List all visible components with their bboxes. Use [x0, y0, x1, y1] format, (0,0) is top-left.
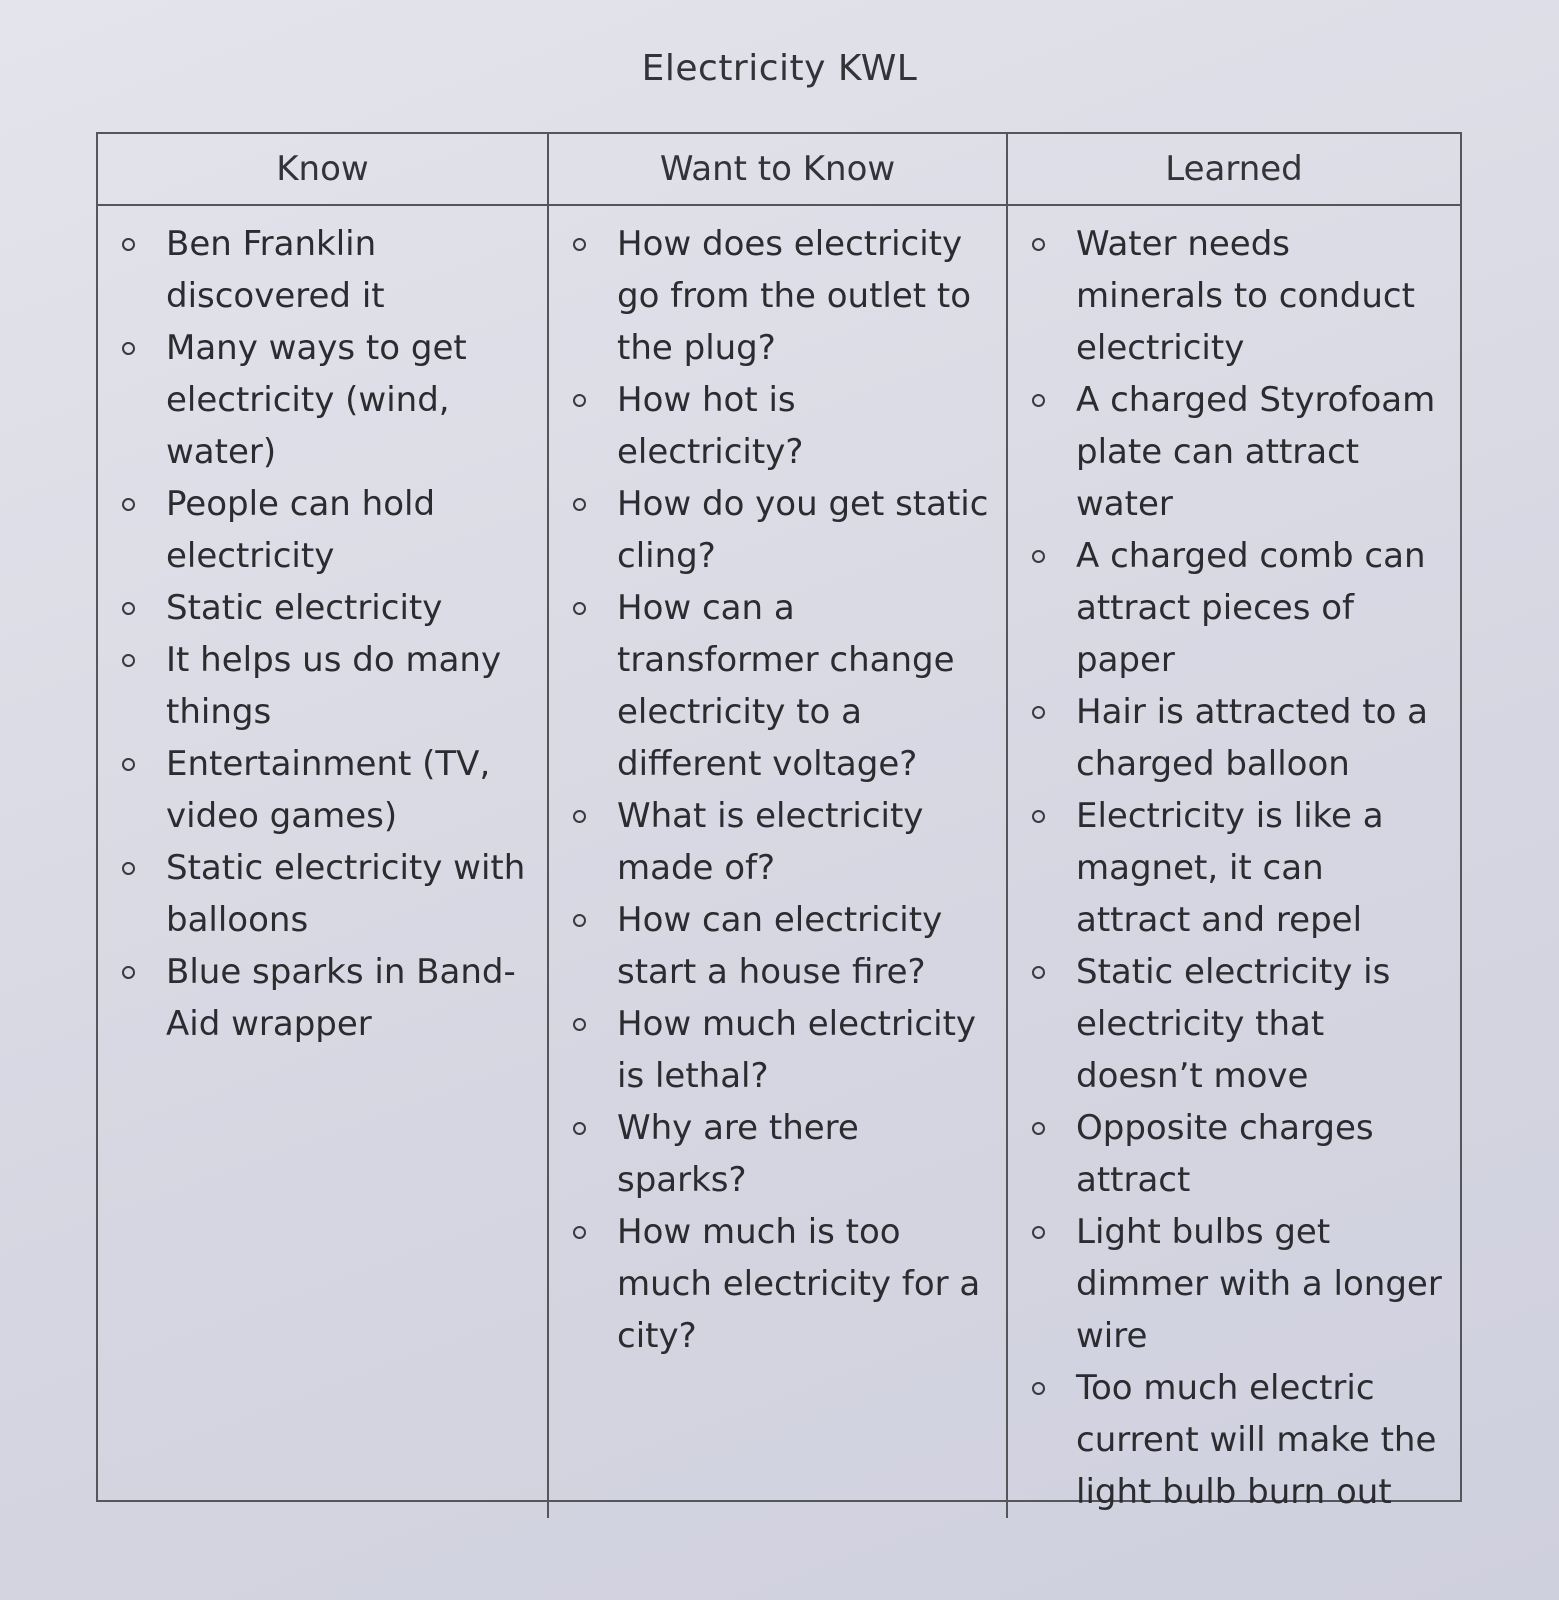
page-title: Electricity KWL: [641, 48, 918, 89]
list-item: [1020, 1362, 1446, 1518]
circle-bullet-icon: [573, 914, 586, 927]
circle-bullet-icon: [122, 602, 135, 615]
list-item: [1020, 790, 1446, 946]
circle-bullet-icon: [573, 810, 586, 823]
know-list: [110, 218, 533, 1050]
list-item: [110, 478, 533, 582]
list-item-text: Static electricity is electricity that doesn’t move: [1076, 952, 1391, 1096]
list-item: [1020, 1206, 1446, 1362]
circle-bullet-icon: [122, 966, 135, 979]
want-to-know-list: [561, 218, 992, 1362]
list-item-text: Blue sparks in Band-Aid wrapper: [166, 952, 516, 1044]
list-item-text: How much is too much electricity for a city?: [617, 1212, 981, 1356]
list-item: [561, 1206, 992, 1362]
list-item-text: People can hold electricity: [166, 484, 436, 576]
list-item: [110, 218, 533, 322]
list-item: [561, 998, 992, 1102]
list-item: [1020, 530, 1446, 686]
circle-bullet-icon: [573, 238, 586, 251]
list-item: [561, 374, 992, 478]
list-item-text: How do you get static cling?: [617, 484, 989, 576]
list-item: [110, 634, 533, 738]
header-learned: Learned: [1008, 134, 1460, 206]
list-item-text: Too much electric current will make the light bulb burn out: [1076, 1368, 1437, 1512]
list-item: [110, 738, 533, 842]
circle-bullet-icon: [1032, 810, 1045, 823]
list-item-text: It helps us do many things: [166, 640, 502, 732]
circle-bullet-icon: [122, 654, 135, 667]
circle-bullet-icon: [1032, 1122, 1045, 1135]
circle-bullet-icon: [573, 1018, 586, 1031]
list-item: [561, 582, 992, 790]
learned-list: [1020, 218, 1446, 1518]
list-item: [561, 1102, 992, 1206]
list-item-text: How can a transformer change electricity to a different voltage?: [617, 588, 955, 784]
circle-bullet-icon: [573, 498, 586, 511]
circle-bullet-icon: [1032, 966, 1045, 979]
list-item: [110, 322, 533, 478]
list-item: [1020, 946, 1446, 1102]
learned-column: [1008, 206, 1460, 1518]
list-item: [1020, 1102, 1446, 1206]
circle-bullet-icon: [1032, 1226, 1045, 1239]
list-item-text: Static electricity with balloons: [166, 848, 526, 940]
circle-bullet-icon: [122, 498, 135, 511]
list-item: [110, 842, 533, 946]
list-item-text: Light bulbs get dimmer with a longer wire: [1076, 1212, 1442, 1356]
list-item: [110, 582, 533, 634]
list-item-text: How hot is electricity?: [617, 380, 804, 472]
list-item-text: How can electricity start a house fire?: [617, 900, 943, 992]
list-item-text: Entertainment (TV, video games): [166, 744, 491, 836]
circle-bullet-icon: [1032, 1382, 1045, 1395]
list-item: [561, 218, 992, 374]
circle-bullet-icon: [573, 1122, 586, 1135]
circle-bullet-icon: [122, 342, 135, 355]
circle-bullet-icon: [573, 1226, 586, 1239]
circle-bullet-icon: [122, 862, 135, 875]
list-item: [110, 946, 533, 1050]
list-item-text: A charged Styrofoam plate can attract water: [1076, 380, 1436, 524]
list-item-text: Electricity is like a magnet, it can attract and repel: [1076, 796, 1384, 940]
circle-bullet-icon: [573, 394, 586, 407]
kwl-table: [96, 132, 1462, 1512]
header-know: Know: [98, 134, 549, 206]
list-item-text: Hair is attracted to a charged balloon: [1076, 692, 1429, 784]
list-item-text: How does electricity go from the outlet to the plug?: [617, 224, 972, 368]
list-item-text: Ben Franklin discovered it: [166, 224, 385, 316]
circle-bullet-icon: [1032, 238, 1045, 251]
list-item-text: Why are there sparks?: [617, 1108, 859, 1200]
list-item-text: How much electricity is lethal?: [617, 1004, 977, 1096]
list-item: [1020, 686, 1446, 790]
list-item: [1020, 374, 1446, 530]
list-item-text: Many ways to get electricity (wind, water): [166, 328, 467, 472]
list-item-text: Water needs minerals to conduct electricity: [1076, 224, 1415, 368]
know-column: [98, 206, 549, 1518]
circle-bullet-icon: [1032, 394, 1045, 407]
circle-bullet-icon: [573, 602, 586, 615]
circle-bullet-icon: [122, 758, 135, 771]
circle-bullet-icon: [122, 238, 135, 251]
list-item: [561, 478, 992, 582]
list-item-text: Static electricity: [166, 588, 443, 628]
list-item: [1020, 218, 1446, 374]
circle-bullet-icon: [1032, 706, 1045, 719]
list-item-text: Opposite charges attract: [1076, 1108, 1374, 1200]
header-want-to-know: Want to Know: [549, 134, 1008, 206]
list-item: [561, 790, 992, 894]
list-item: [561, 894, 992, 998]
circle-bullet-icon: [1032, 550, 1045, 563]
list-item-text: What is electricity made of?: [617, 796, 924, 888]
list-item-text: A charged comb can attract pieces of paper: [1076, 536, 1426, 680]
want-to-know-column: [549, 206, 1008, 1518]
